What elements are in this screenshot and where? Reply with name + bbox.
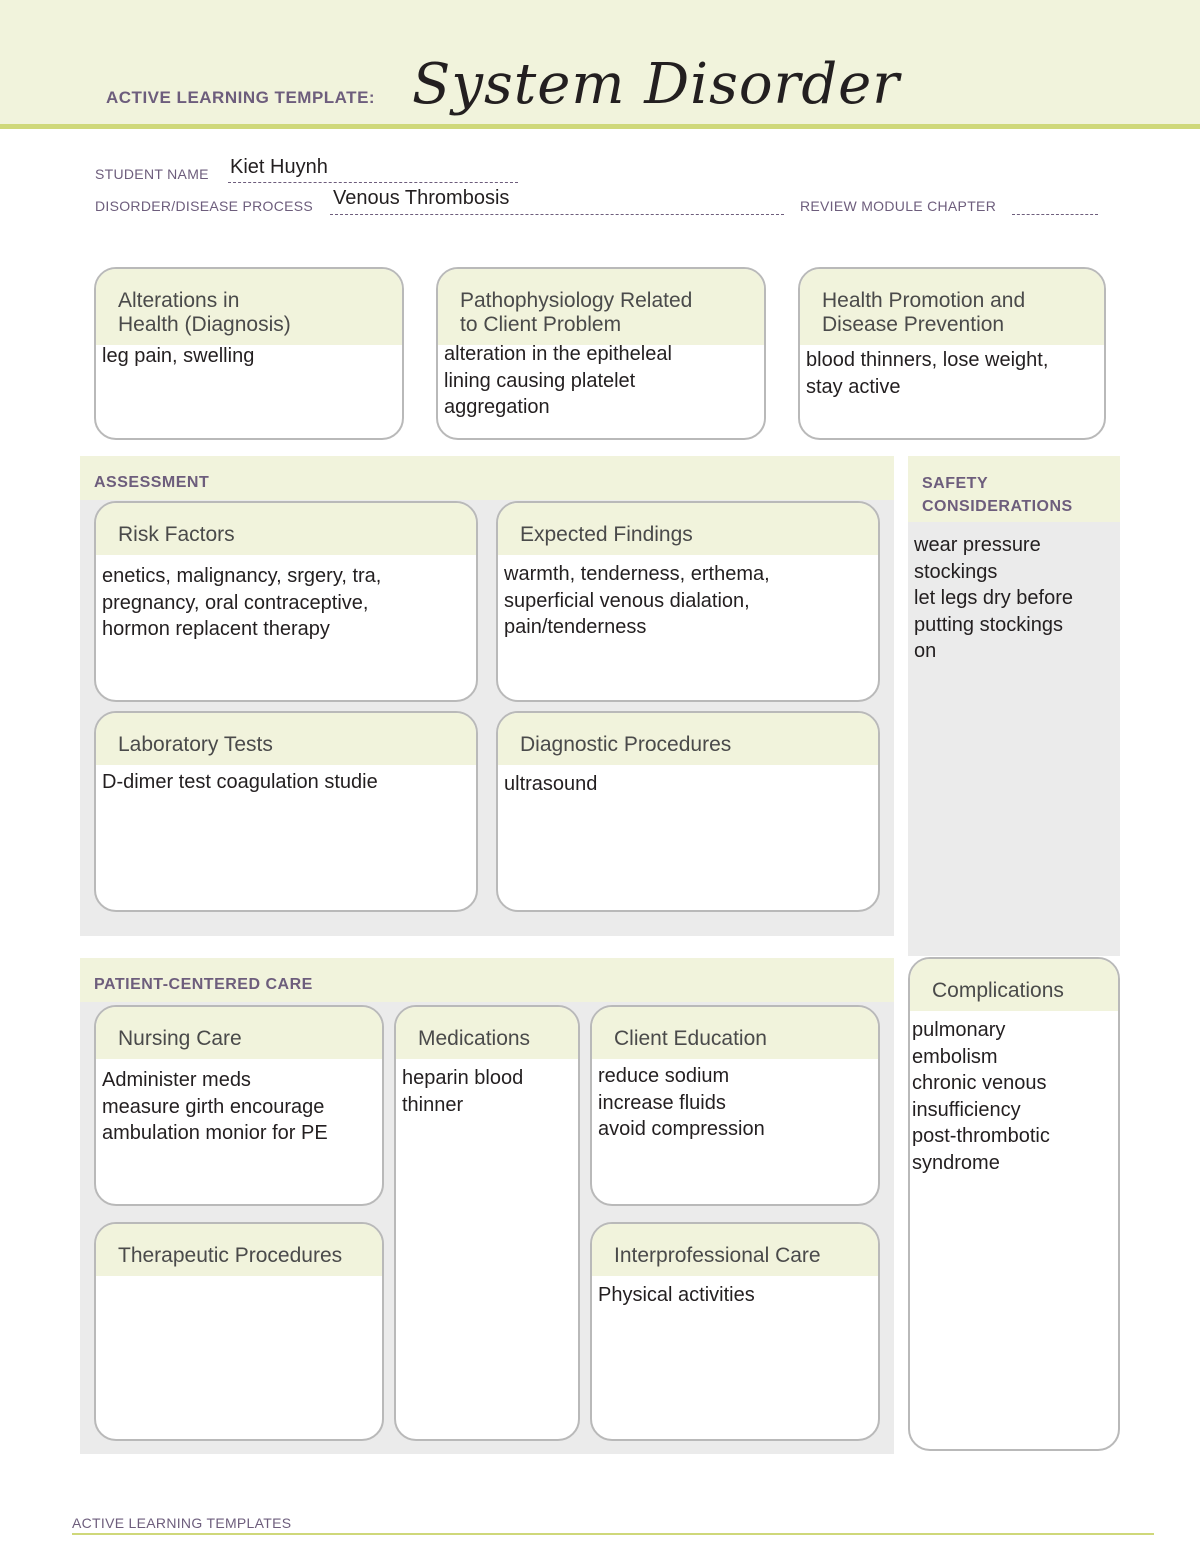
health-promotion-title-text: Health Promotion and Disease Prevention bbox=[822, 289, 1026, 336]
template-label: ACTIVE LEARNING TEMPLATE: bbox=[106, 88, 376, 107]
laboratory-tests-box bbox=[94, 711, 478, 912]
safety-label: SAFETY CONSIDERATIONS bbox=[922, 475, 1073, 515]
footer-label: ACTIVE LEARNING TEMPLATES bbox=[72, 1515, 292, 1531]
pathophysiology-content[interactable]: alteration in the epitheleal lining causing platelet aggregation bbox=[444, 343, 672, 418]
expected-findings-title: Expected Findings bbox=[498, 503, 878, 555]
safety-considerations-panel bbox=[908, 456, 1120, 956]
pathophysiology-box bbox=[436, 267, 766, 440]
client-education-content[interactable]: reduce sodium increase fluids avoid compression bbox=[598, 1065, 765, 1140]
therapeutic-procedures-title: Therapeutic Procedures bbox=[96, 1224, 382, 1276]
student-name-field[interactable]: Kiet Huynh bbox=[230, 156, 328, 178]
safety-header bbox=[908, 456, 1120, 522]
expected-findings-box bbox=[496, 501, 880, 702]
health-promotion-box bbox=[798, 267, 1106, 440]
patient-centered-care-header bbox=[80, 958, 894, 1002]
student-name-underline bbox=[228, 182, 518, 183]
review-module-field[interactable] bbox=[1012, 214, 1098, 215]
alterations-in-health-content[interactable]: leg pain, swelling bbox=[102, 345, 255, 367]
client-education-box bbox=[590, 1005, 880, 1206]
interprofessional-care-content[interactable]: Physical activities bbox=[598, 1284, 755, 1306]
therapeutic-procedures-box bbox=[94, 1222, 384, 1441]
laboratory-tests-title: Laboratory Tests bbox=[96, 713, 476, 765]
pathophysiology-title-text: Pathophysiology Related to Client Problem bbox=[460, 289, 693, 336]
medications-title: Medications bbox=[396, 1007, 578, 1059]
risk-factors-title: Risk Factors bbox=[96, 503, 476, 555]
alterations-in-health-title bbox=[96, 269, 402, 345]
therapeutic-procedures-content[interactable] bbox=[96, 1276, 382, 1280]
header-band bbox=[0, 0, 1200, 129]
risk-factors-content[interactable]: enetics, malignancy, srgery, tra, pregnancy, oral contraceptive, hormon replacent therapy bbox=[102, 565, 382, 640]
risk-factors-box bbox=[94, 501, 478, 702]
complications-title: Complications bbox=[910, 959, 1118, 1011]
medications-content[interactable]: heparin blood thinner bbox=[402, 1067, 524, 1116]
interprofessional-care-box bbox=[590, 1222, 880, 1441]
laboratory-tests-content[interactable]: D-dimer test coagulation studie bbox=[102, 771, 378, 793]
footer-divider bbox=[72, 1533, 1154, 1535]
disorder-label: DISORDER/DISEASE PROCESS bbox=[95, 198, 314, 214]
health-promotion-content[interactable]: blood thinners, lose weight, stay active bbox=[806, 349, 1049, 398]
interprofessional-care-title: Interprofessional Care bbox=[592, 1224, 878, 1276]
complications-box bbox=[908, 957, 1120, 1451]
page-title: System Disorder bbox=[412, 52, 901, 117]
medications-box bbox=[394, 1005, 580, 1441]
disorder-field[interactable]: Venous Thrombosis bbox=[333, 187, 510, 209]
diagnostic-procedures-box bbox=[496, 711, 880, 912]
student-name-label: STUDENT NAME bbox=[95, 166, 209, 182]
safety-content[interactable]: wear pressure stockings let legs dry before putting stockings on bbox=[914, 534, 1073, 662]
expected-findings-content[interactable]: warmth, tenderness, erthema, superficial venous dialation, pain/tenderness bbox=[504, 563, 770, 638]
nursing-care-content[interactable]: Administer meds measure girth encourage ambulation monior for PE bbox=[102, 1069, 328, 1144]
review-module-label: REVIEW MODULE CHAPTER bbox=[800, 198, 997, 214]
alterations-in-health-box bbox=[94, 267, 404, 440]
nursing-care-title: Nursing Care bbox=[96, 1007, 382, 1059]
nursing-care-box bbox=[94, 1005, 384, 1206]
assessment-header bbox=[80, 456, 894, 500]
diagnostic-procedures-title: Diagnostic Procedures bbox=[498, 713, 878, 765]
complications-content[interactable]: pulmonary embolism chronic venous insufficiency post-thrombotic syndrome bbox=[912, 1019, 1050, 1174]
disorder-underline bbox=[330, 214, 784, 215]
assessment-label: ASSESSMENT bbox=[94, 474, 210, 491]
alterations-in-health-title-text: Alterations in Health (Diagnosis) bbox=[118, 289, 291, 336]
pathophysiology-title bbox=[438, 269, 764, 345]
diagnostic-procedures-content[interactable]: ultrasound bbox=[504, 773, 598, 795]
health-promotion-title bbox=[800, 269, 1104, 345]
patient-centered-care-label: PATIENT-CENTERED CARE bbox=[94, 976, 313, 993]
client-education-title: Client Education bbox=[592, 1007, 878, 1059]
